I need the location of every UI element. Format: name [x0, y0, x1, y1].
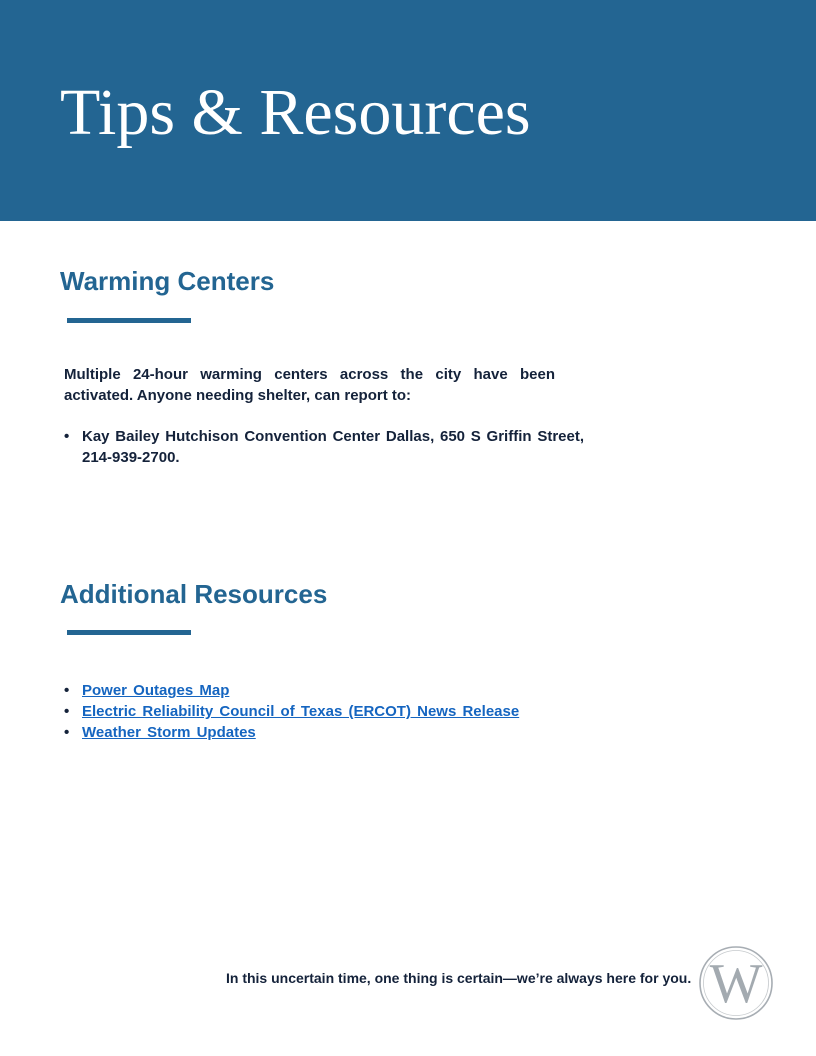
page-title: Tips & Resources — [60, 76, 531, 149]
footer-tagline: In this uncertain time, one thing is certain—we’re always here for you. — [226, 970, 692, 986]
section-divider — [67, 630, 191, 635]
header-band — [0, 0, 816, 221]
warming-centers-heading: Warming Centers — [60, 266, 275, 296]
bullet-icon: • — [64, 682, 70, 699]
additional-resources-heading: Additional Resources — [60, 579, 328, 609]
ercot-news-release-link[interactable]: Electric Reliability Council of Texas (ERCOT) News Release — [82, 703, 520, 720]
list-item — [64, 426, 584, 468]
power-outages-map-link[interactable]: Power Outages Map — [82, 682, 230, 699]
bullet-icon: • — [64, 703, 70, 720]
resource-links-list — [64, 680, 519, 743]
w-monogram-logo-icon — [697, 944, 775, 1022]
weather-storm-updates-link[interactable]: Weather Storm Updates — [82, 724, 256, 741]
warming-centers-intro: Multiple 24-hour warming centers across the city have been activated. Anyone needing shelter, can report to: — [64, 366, 555, 404]
logo-letter: W — [709, 953, 763, 1015]
bullet-icon: • — [64, 428, 70, 445]
warming-locations-list — [64, 426, 584, 468]
list-item — [64, 722, 519, 743]
section-divider — [67, 318, 191, 323]
list-item — [64, 701, 519, 722]
list-item — [64, 680, 519, 701]
bullet-icon: • — [64, 724, 70, 741]
warming-location-text: Kay Bailey Hutchison Convention Center Dallas, 650 S Griffin Street, 214-939-2700. — [82, 428, 584, 466]
